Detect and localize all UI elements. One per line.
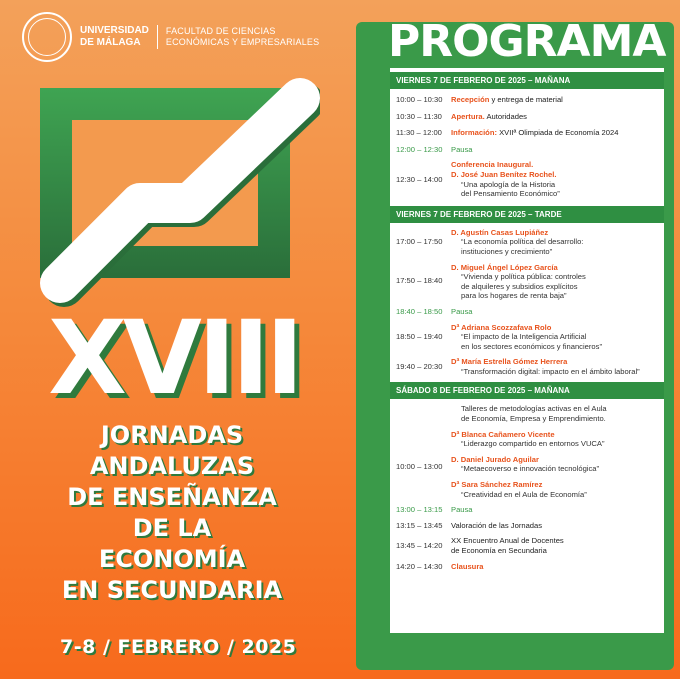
schedule-row: 14:20 – 14:30 Clausura: [396, 561, 484, 571]
schedule-row-pause: 12:00 – 12:30 Pausa: [396, 144, 473, 154]
schedule-row: 10:30 – 11:30 Apertura. Autoridades: [396, 111, 527, 121]
workshop-block: 10:00 – 13:00 Talleres de metodologías activas en el Aula de Economía, Empresa y Emprendimiento. Dª Blanca Cañamero Vicente “Liderazgo compartido en entornos VUCA” D. Daniel Jurado Aguilar “Metaecoverso e innovación tecnológica” Dª Sara Sánchez Ramírez “Creatividad en el Aula de Economía”: [396, 404, 607, 499]
header-divider: [157, 25, 158, 49]
schedule-row-pause: 18:40 – 18:50 Pausa: [396, 306, 473, 316]
edition-number: XVIII: [48, 299, 300, 418]
schedule-row: 12:30 – 14:00 Conferencia Inaugural. D. José Juan Benítez Rochel. “Una apología de la Historia del Pensamiento Económico”: [396, 160, 560, 199]
schedule-row-pause: 13:00 – 13:15 Pausa: [396, 505, 473, 515]
schedule-row: 13:45 – 14:20 XX Encuentro Anual de Docentes de Economía en Secundaria: [396, 536, 564, 555]
event-dates: 7-8 / FEBRERO / 2025: [60, 636, 297, 658]
university-header: [22, 12, 319, 62]
schedule-row: 10:00 – 10:30 Recepción y entrega de material: [396, 95, 563, 104]
growth-arrow-logo: [30, 78, 320, 308]
program-title: PROGRAMA: [388, 16, 666, 67]
section-header: VIERNES 7 DE FEBRERO DE 2025 – MAÑANA: [390, 72, 664, 89]
schedule-row: 17:00 – 17:50 D. Agustín Casas Lupiáñez “La economía política del desarrollo: instituciones y crecimiento”: [396, 227, 584, 256]
schedule-row: 18:50 – 19:40 Dª Adriana Scozzafava Rolo “El impacto de la Inteligencia Artificial en los sectores económicos y financieros”: [396, 322, 602, 351]
faculty-name: FACULTAD DE CIENCIAS ECONÓMICAS Y EMPRESARIALES: [165, 26, 320, 47]
university-seal-icon: [22, 12, 72, 62]
schedule-row: 17:50 – 18:40 D. Miguel Ángel López García “Vivienda y política pública: controles de alquileres y subsidios explícitos para los hogares de renta baja”: [396, 262, 586, 301]
program-sheet: [390, 68, 664, 633]
schedule-row: 19:40 – 20:30 Dª María Estrella Gómez Herrera “Transformación digital: impacto en el ámbito laboral”: [396, 357, 640, 376]
schedule-row: 13:15 – 13:45 Valoración de las Jornadas: [396, 520, 543, 530]
schedule-row: 11:30 – 12:00 Información: XVIIª Olimpiada de Economía 2024: [396, 128, 619, 138]
section-header: VIERNES 7 DE FEBRERO DE 2025 – TARDE: [390, 206, 664, 223]
event-title: JORNADAS ANDALUZAS DE ENSEÑANZA DE LA ECONOMÍA EN SECUNDARIA: [61, 421, 283, 604]
section-header: SÁBADO 8 DE FEBRERO DE 2025 – MAÑANA: [390, 382, 664, 399]
university-name: UNIVERSIDAD DE MÁLAGA: [80, 25, 149, 48]
